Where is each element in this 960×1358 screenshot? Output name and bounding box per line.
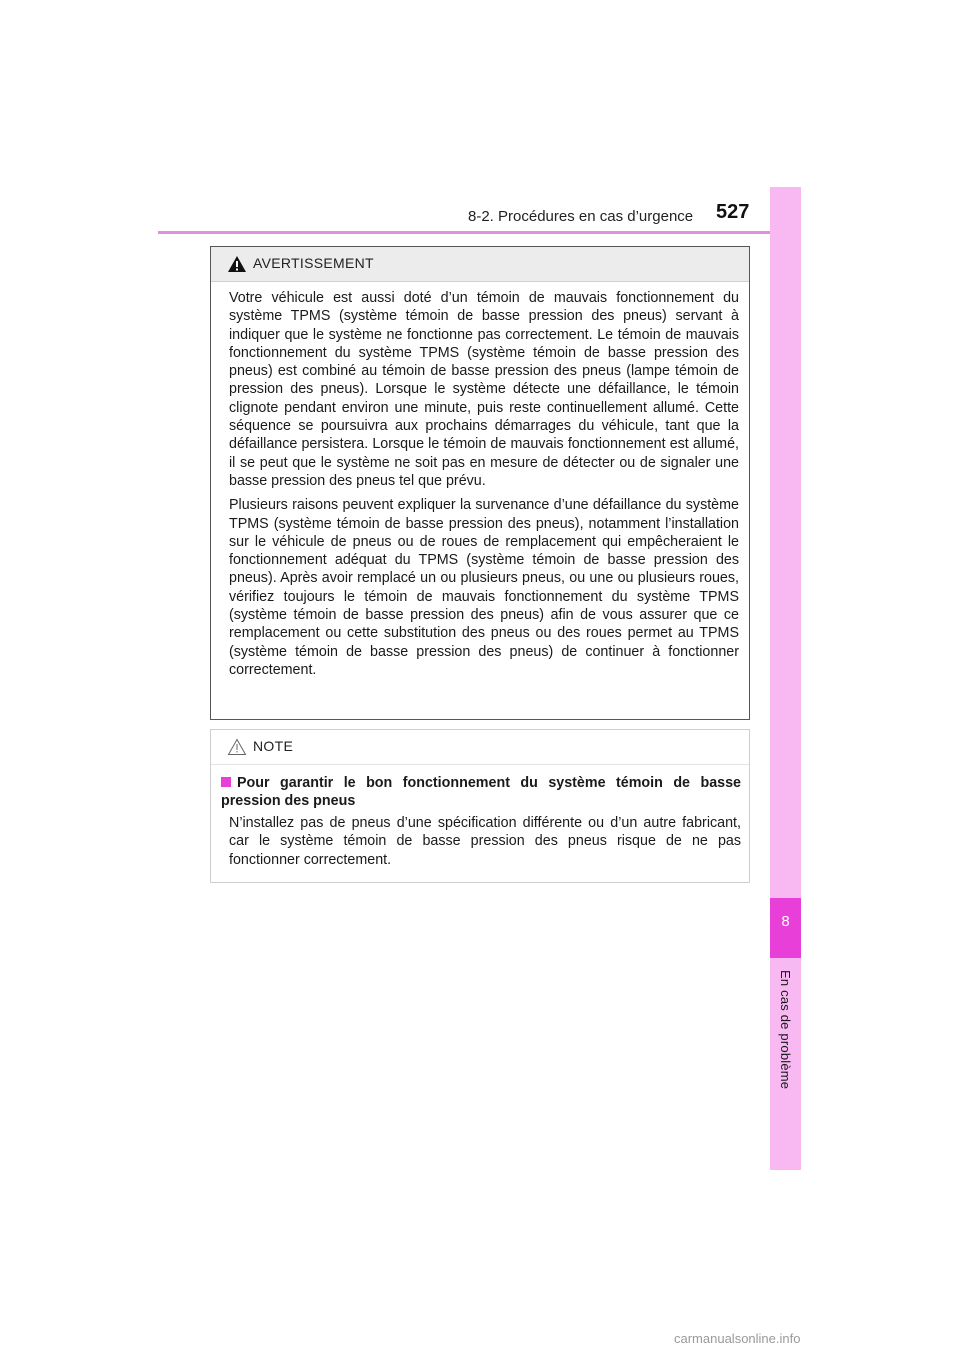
warning-paragraph: Votre véhicule est aussi doté d’un témoin de mauvais fonctionnement du système TPMS (système témoin de basse pression des pneus) servant à indiquer que le système ne fonctionne pas correctement. Le témoin de mauvais fonctionnement du système TPMS (système témoin de basse pression des pneus) est combiné au témoin de basse pression des pneus (lampe témoin de pression des pneus). Lorsque le système détecte une défaillance, le témoin clignote pendant environ une minute, puis reste continuellement allumé. Cette séquence se poursuivra aux prochains démarrages du véhicule, tant que la défaillance persistera. Lorsque le témoin de mauvais fonctionnement est allumé, il se peut que le système ne soit pas en mesure de détecter ou de signaler une basse pression des pneus tel que prévu.: [229, 290, 739, 489]
watermark: carmanualsonline.info: [674, 1331, 801, 1346]
warning-box: [210, 246, 750, 720]
warning-body: [229, 289, 739, 685]
note-header: [211, 730, 749, 765]
warning-title: AVERTISSEMENT: [253, 255, 374, 271]
chapter-number: 8: [781, 913, 790, 930]
note-title: NOTE: [253, 738, 294, 754]
chapter-label: En cas de problème: [778, 970, 793, 1090]
warning-icon: [227, 255, 247, 273]
square-bullet-icon: [221, 777, 231, 787]
note-heading-text: Pour garantir le bon fonctionnement du système témoin de basse pression des pneus: [221, 775, 741, 809]
caution-outline-icon: [227, 738, 247, 756]
section-title: 8-2. Procédures en cas d’urgence: [468, 208, 694, 225]
note-heading: [221, 774, 741, 810]
note-box: [210, 729, 750, 883]
warning-header: [211, 247, 749, 282]
warning-paragraph: Plusieurs raisons peuvent expliquer la survenance d’une défaillance du système TPMS (système témoin de basse pression des pneus), notamment l’installation sur le véhicule de pneus ou de roues de remplacement qui empêcheraient le fonctionnement adéquat du TPMS (système témoin de basse pression des pneus). Après avoir remplacé un ou plusieurs pneus, ou une ou plusieurs roues, vérifiez toujours le témoin de mauvais fonctionnement du système TPMS (système témoin de basse pression des pneus) afin de vous assurer que ce remplacement ou cette substitution des pneus ou des roues permet au TPMS (système témoin de basse pression des pneus) de continuer à fonctionner correctement.: [229, 497, 739, 678]
note-body: N’installez pas de pneus d’une spécification différente ou d’un autre fabricant, car le système témoin de basse pression des pneus risque de ne pas fonctionner correctement.: [229, 815, 741, 868]
page-number: 527: [716, 201, 750, 223]
header-rule: [158, 231, 800, 234]
chapter-label-wrap: [772, 970, 800, 1130]
